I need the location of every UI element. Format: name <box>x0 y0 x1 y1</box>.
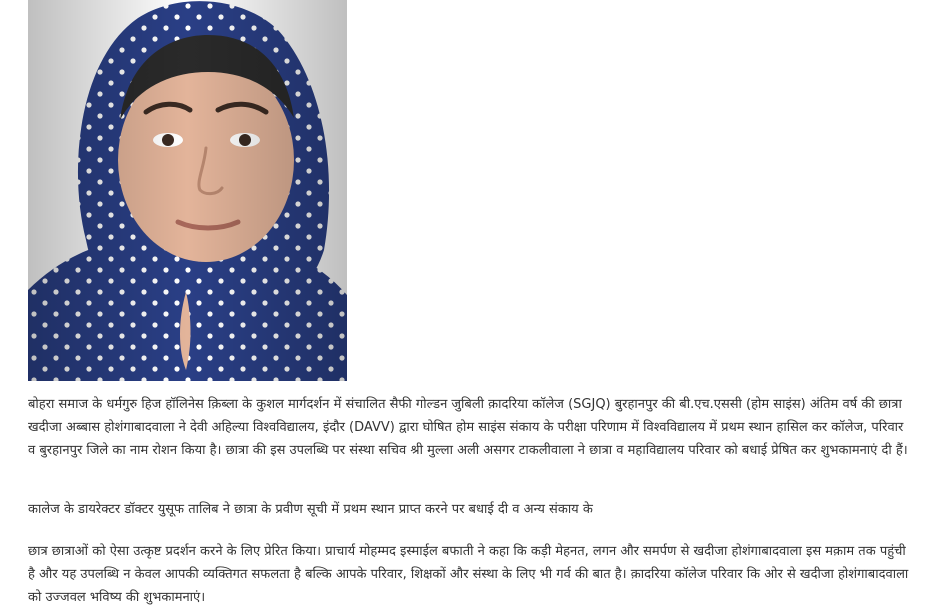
article-body <box>28 393 913 609</box>
article-paragraph: कालेज के डायरेक्टर डॉक्टर युसूफ तालिब ने छात्रा के प्रवीण सूची में प्रथम स्थान प्राप्त करने पर बधाई दी व अन्य संकाय के <box>28 502 593 517</box>
article-paragraph: बोहरा समाज के धर्मगुरु हिज हॉलिनेस क़िब्ला के कुशल मार्गदर्शन में संचालित सैफी गोल्डन जुबिली क़ादरिया कॉलेज (SGJQ) बुरहानपुर की बी.एच.एससी (होम साइंस) अंतिम वर्ष की छात्रा खदीजा अब्बास होशंगाबादवाला ने देवी अहिल्या विश्वविद्यालय, इंदौर (DAVV) द्वारा घोषित होम साइंस संकाय के परीक्षा परिणाम में विश्वविद्यालय में प्रथम स्थान हासिल कर कॉलेज, परिवार व बुरहानपुर जिले का नाम रोशन किया है। छात्रा की इस उपलब्धि पर संस्था सचिव श्री मुल्ला अली असगर टाकलीवाला ने छात्रा व महाविद्यालय परिवार को बधाई प्रेषित कर शुभकामनाएं दी हैं। <box>28 397 908 458</box>
student-photo <box>28 0 347 381</box>
article-paragraph: छात्र छात्राओं को ऐसा उत्कृष्ट प्रदर्शन करने के लिए प्रेरित किया। प्राचार्य मोहम्मद इस्माईल बफाती ने कहा कि कड़ी मेहनत, लगन और समर्पण से खदीजा होशंगाबादवाला इस मक़ाम तक पहुंची है और यह उपलब्धि न केवल आपकी व्यक्तिगत सफलता है बल्कि आपके परिवार, शिक्षकों और संस्था के लिए भी गर्व की बात है। क़ादरिया कॉलेज परिवार कि ओर से खदीजा होशंगाबादवाला को उज्जवल भविष्य की शुभकामनाएं। <box>28 544 909 605</box>
